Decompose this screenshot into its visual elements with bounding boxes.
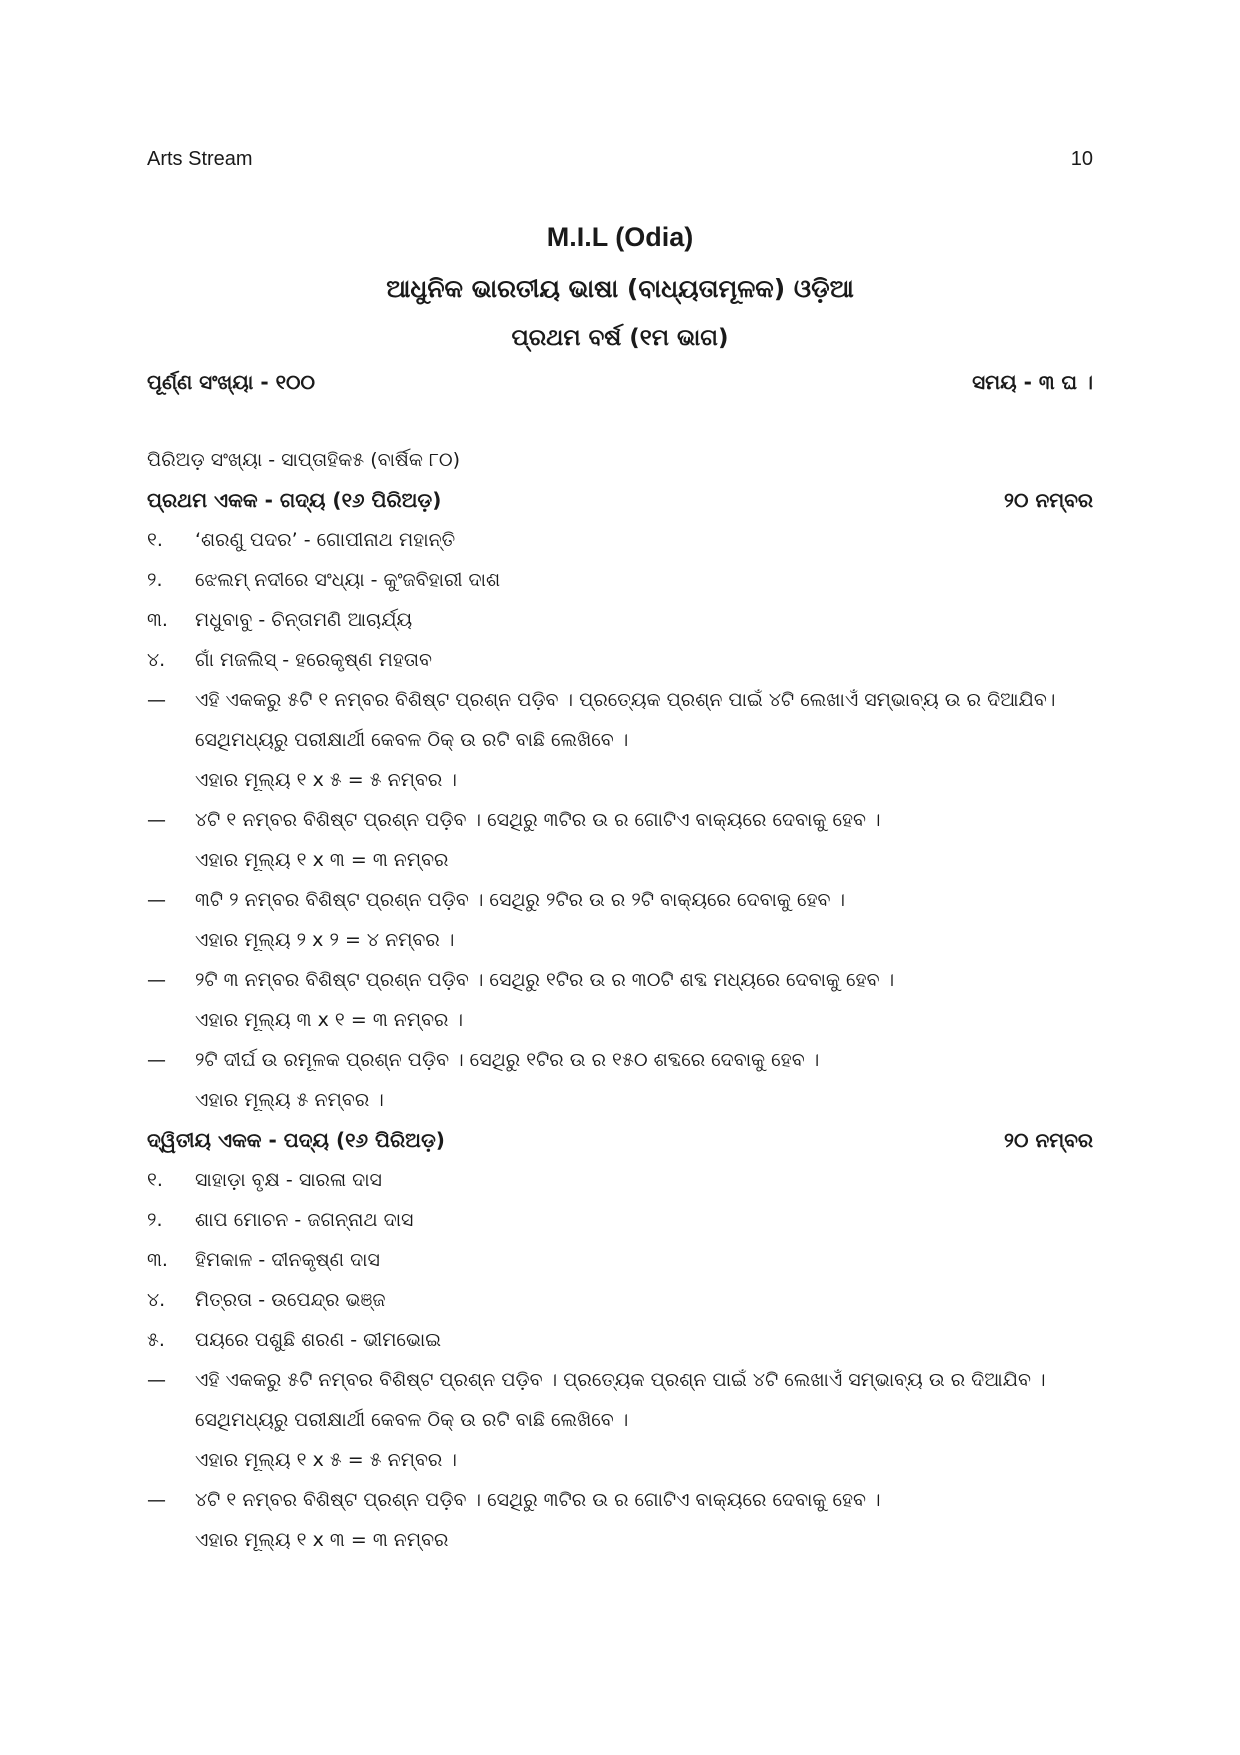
page-number: 10 xyxy=(1070,148,1093,170)
rule-dash: — xyxy=(147,689,166,711)
item-text: ପୟରେ ପଶୁଛି ଶରଣ - ଭୀମଭୋଇ xyxy=(195,1329,442,1351)
rule-text: ଏହି ଏକକରୁ ୫ଟି ନମ୍ବର ବିଶିଷ୍ଟ ପ୍ରଶ୍ନ ପଡ଼ିବ । ପ୍ରତ୍ୟେକ ପ୍ରଶ୍ନ ପାଇଁ ୪ଟି ଲେଖାଏଁ ସମ୍ଭାବ୍ୟ ଉ ର ଦିଆଯିବ । xyxy=(195,1369,1046,1391)
list-item xyxy=(147,1240,1093,1280)
unit1-heading-row xyxy=(147,480,1093,520)
syllabus-content xyxy=(147,440,1093,1560)
rule-value: ଏହାର ମୂଲ୍ୟ ୨ x ୨ = ୪ ନମ୍ବର । xyxy=(195,929,455,951)
document-page xyxy=(147,0,1093,1755)
item-text: ମଧୁବାବୁ - ଚିନ୍ତାମଣି ଆଚାର୍ଯ୍ୟ xyxy=(195,609,413,631)
list-item xyxy=(147,560,1093,600)
rule-text: ୨ଟି ୩ ନମ୍ବର ବିଶିଷ୍ଟ ପ୍ରଶ୍ନ ପଡ଼ିବ । ସେଥିରୁ ୧ଟିର ଉ ର ୩୦ଟି ଶବ୍ଦ ମଧ୍ୟରେ ଦେବାକୁ ହେବ । xyxy=(195,969,895,991)
title-english: M.I.L (Odia) xyxy=(546,222,694,252)
item-number: ୩. xyxy=(147,1249,168,1271)
rule-dash: — xyxy=(147,1489,166,1511)
item-text: ଗାଁ ମଜଲିସ୍ - ହରେକୃଷ୍ଣ ମହତାବ xyxy=(195,649,432,671)
periods-line: ପିରିଅଡ଼ ସଂଖ୍ୟା - ସାପ୍ତାହିକ୫ (ବାର୍ଷିକ ୮୦) xyxy=(147,449,461,471)
rule-text: ୪ଟି ୧ ନମ୍ବର ବିଶିଷ୍ଟ ପ୍ରଶ୍ନ ପଡ଼ିବ । ସେଥିରୁ ୩ଟିର ଉ ର ଗୋଟିଏ ବାକ୍ୟରେ ଦେବାକୁ ହେବ । xyxy=(195,809,881,831)
page-header xyxy=(147,148,1093,171)
rule-value: ଏହାର ମୂଲ୍ୟ ୧ x ୩ = ୩ ନମ୍ବର xyxy=(195,1529,449,1551)
unit2-marks: ୨୦ ନମ୍ବର xyxy=(1004,1128,1093,1152)
item-text: ସାହାଡ଼ା ବୃକ୍ଷ - ସାରଳା ଦାସ xyxy=(195,1169,382,1191)
list-item xyxy=(147,600,1093,640)
item-text: ହିମକାଳ - ଦୀନକୃଷ୍ଣ ଦାସ xyxy=(195,1249,380,1271)
rule-text: ୪ଟି ୧ ନମ୍ବର ବିଶିଷ୍ଟ ପ୍ରଶ୍ନ ପଡ଼ିବ । ସେଥିରୁ ୩ଟିର ଉ ର ଗୋଟିଏ ବାକ୍ୟରେ ଦେବାକୁ ହେବ । xyxy=(195,1489,881,1511)
item-text: ଝେଲମ୍ ନଦୀରେ ସଂଧ୍ୟା - କୁଂଜବିହାରୀ ଦାଶ xyxy=(195,569,501,591)
marks-time-row xyxy=(147,370,1093,394)
rule-text-continued: ସେଥିମଧ୍ୟରୁ ପରୀକ୍ଷାର୍ଥୀ କେବଳ ଠିକ୍ ଉ ରଟି ବାଛି ଲେଖିବେ । xyxy=(195,1409,629,1431)
item-number: ୧. xyxy=(147,529,163,551)
rule-text: ୩ଟି ୨ ନମ୍ବର ବିଶିଷ୍ଟ ପ୍ରଶ୍ନ ପଡ଼ିବ । ସେଥିରୁ ୨ଟିର ଉ ର ୨ଟି ବାକ୍ୟରେ ଦେବାକୁ ହେବ । xyxy=(195,889,846,911)
question-rule xyxy=(147,680,1093,800)
time-allowed: ସମୟ - ୩ ଘ । xyxy=(972,370,1093,394)
item-text: ଶାପ ମୋଚନ - ଜଗନ୍ନାଥ ଦାସ xyxy=(195,1209,414,1231)
list-item xyxy=(147,1320,1093,1360)
rule-text: ଏହି ଏକକରୁ ୫ଟି ୧ ନମ୍ବର ବିଶିଷ୍ଟ ପ୍ରଶ୍ନ ପଡ଼ିବ । ପ୍ରତ୍ୟେକ ପ୍ରଶ୍ନ ପାଇଁ ୪ଟି ଲେଖାଏଁ ସମ୍ଭାବ୍ୟ ଉ ର ଦିଆଯିବ। xyxy=(195,689,1056,711)
item-number: ୪. xyxy=(147,649,166,671)
full-marks: ପୂର୍ଣ୍ଣ ସଂଖ୍ୟା - ୧୦୦ xyxy=(147,370,315,394)
question-rule xyxy=(147,1360,1093,1480)
item-number: ୩. xyxy=(147,609,168,631)
rule-value: ଏହାର ମୂଲ୍ୟ ୧ x ୫ = ୫ ନମ୍ବର । xyxy=(195,769,457,791)
item-number: ୨. xyxy=(147,569,163,591)
rule-dash: — xyxy=(147,889,166,911)
unit2-heading: ଦ୍ୱିତୀୟ ଏକକ - ପଦ୍ୟ (୧୬ ପିରିଅଡ଼) xyxy=(147,1128,445,1152)
rule-value: ଏହାର ମୂଲ୍ୟ ୧ x ୩ = ୩ ନମ୍ବର xyxy=(195,849,449,871)
question-rule xyxy=(147,1040,1093,1120)
rule-text-continued: ସେଥିମଧ୍ୟରୁ ପରୀକ୍ଷାର୍ଥୀ କେବଳ ଠିକ୍ ଉ ରଟି ବାଛି ଲେଖିବେ । xyxy=(195,729,629,751)
list-item xyxy=(147,1280,1093,1320)
question-rule xyxy=(147,800,1093,880)
unit2-heading-row xyxy=(147,1120,1093,1160)
item-number: ୫. xyxy=(147,1329,165,1351)
rule-value: ଏହାର ମୂଲ୍ୟ ୩ x ୧ = ୩ ନମ୍ବର । xyxy=(195,1009,464,1031)
stream-label: Arts Stream xyxy=(147,148,253,170)
question-rule xyxy=(147,1480,1093,1560)
item-text: ମିତ୍ରତା - ଉପେନ୍ଦ୍ର ଭଞ୍ଜ xyxy=(195,1289,386,1311)
question-rule xyxy=(147,880,1093,960)
rule-dash: — xyxy=(147,969,166,991)
list-item xyxy=(147,520,1093,560)
rule-dash: — xyxy=(147,1049,166,1071)
item-number: ୧. xyxy=(147,1169,163,1191)
subtitle-year: ପ୍ରଥମ ବର୍ଷ (୧ମ ଭାଗ) xyxy=(511,325,729,351)
unit1-heading: ପ୍ରଥମ ଏକକ - ଗଦ୍ୟ (୧୬ ପିରିଅଡ଼) xyxy=(147,488,442,512)
rule-value: ଏହାର ମୂଲ୍ୟ ୫ ନମ୍ବର । xyxy=(195,1089,384,1111)
rule-dash: — xyxy=(147,809,166,831)
rule-dash: — xyxy=(147,1369,166,1391)
rule-value: ଏହାର ମୂଲ୍ୟ ୧ x ୫ = ୫ ନମ୍ବର । xyxy=(195,1449,457,1471)
unit1-marks: ୨୦ ନମ୍ବର xyxy=(1004,488,1093,512)
list-item xyxy=(147,1200,1093,1240)
item-text: ‘ଶରଣୁ ପଦର’ - ଗୋପୀନାଥ ମହାନ୍ତି xyxy=(195,529,456,551)
item-number: ୨. xyxy=(147,1209,163,1231)
question-rule xyxy=(147,960,1093,1040)
title-odia: ଆଧୁନିକ ଭାରତୀୟ ଭାଷା (ବାଧ୍ୟତାମୂଳକ) ଓଡ଼ିଆ xyxy=(386,274,854,303)
item-number: ୪. xyxy=(147,1289,166,1311)
rule-text: ୨ଟି ଦୀର୍ଘ ଉ ରମୂଳକ ପ୍ରଶ୍ନ ପଡ଼ିବ । ସେଥିରୁ ୧ଟିର ଉ ର ୧୫୦ ଶବ୍ଦରେ ଦେବାକୁ ହେବ । xyxy=(195,1049,820,1071)
list-item xyxy=(147,640,1093,680)
list-item xyxy=(147,1160,1093,1200)
